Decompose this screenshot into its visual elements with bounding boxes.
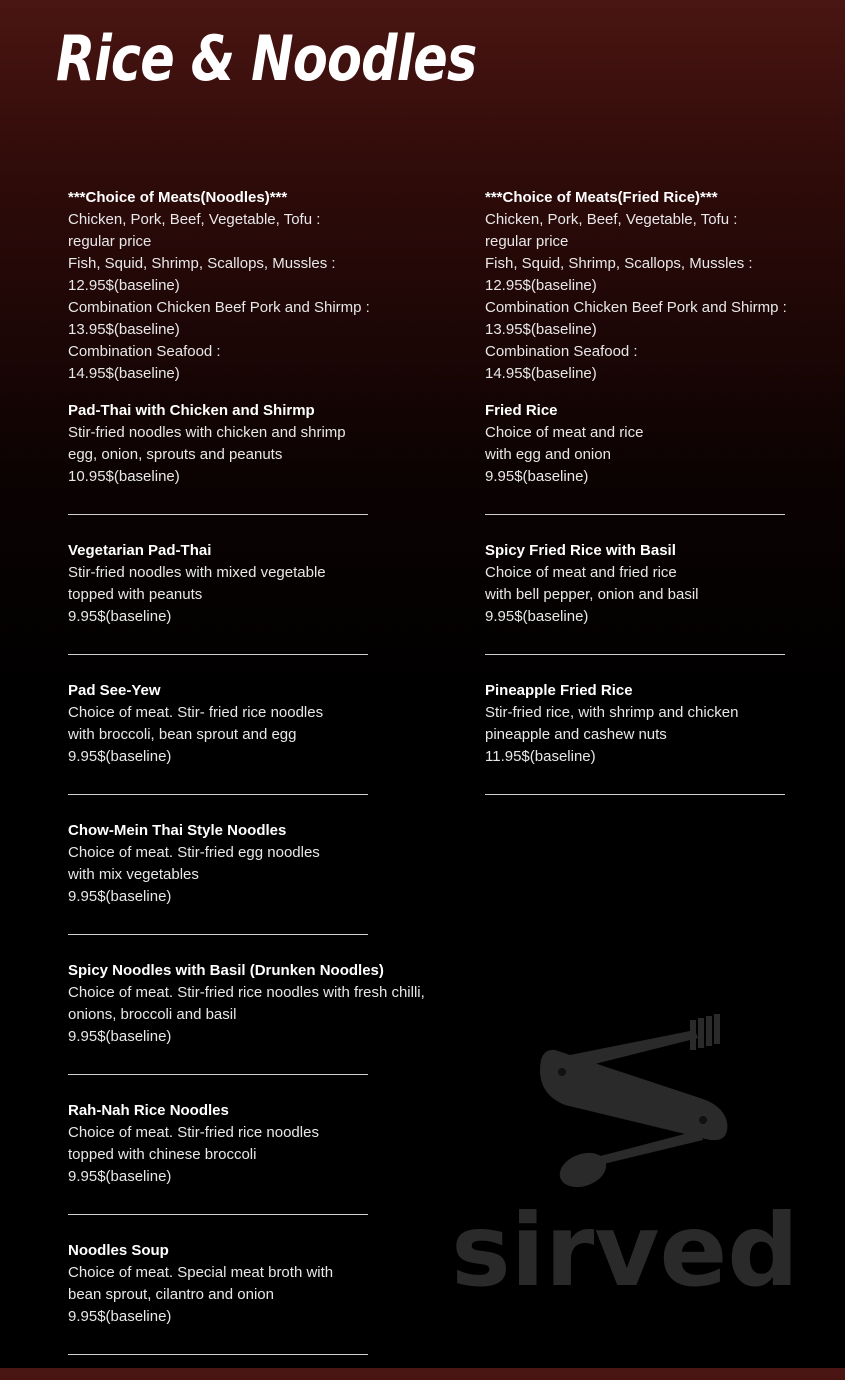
item-description: with bell pepper, onion and basil bbox=[485, 586, 699, 603]
divider bbox=[485, 794, 785, 795]
meat-choice-line: regular price bbox=[485, 233, 569, 250]
menu-item bbox=[485, 680, 845, 820]
item-description: Choice of meat. Stir-fried rice noodles with fresh chilli, bbox=[68, 984, 425, 1001]
item-description: with mix vegetables bbox=[68, 866, 199, 883]
meat-choice-line: 13.95$(baseline) bbox=[68, 321, 180, 338]
divider bbox=[485, 654, 785, 655]
item-price: 9.95$(baseline) bbox=[68, 608, 172, 625]
item-description: egg, onion, sprouts and peanuts bbox=[68, 446, 283, 463]
meat-choice-line: 12.95$(baseline) bbox=[485, 277, 597, 294]
item-description: with egg and onion bbox=[485, 446, 611, 463]
item-name: Spicy Noodles with Basil (Drunken Noodles) bbox=[68, 962, 384, 979]
meat-choice-line: Combination Seafood : bbox=[68, 343, 221, 360]
menu-item bbox=[68, 1100, 448, 1240]
item-name: Fried Rice bbox=[485, 402, 558, 419]
meat-choice-line: regular price bbox=[68, 233, 152, 250]
item-price: 10.95$(baseline) bbox=[68, 468, 180, 485]
item-description: Choice of meat. Stir-fried egg noodles bbox=[68, 844, 320, 861]
sirved-watermark bbox=[455, 1010, 795, 1300]
item-price: 9.95$(baseline) bbox=[485, 468, 589, 485]
menu-item bbox=[68, 820, 448, 960]
meat-choice-line: Chicken, Pork, Beef, Vegetable, Tofu : bbox=[485, 211, 738, 228]
item-description: Choice of meat. Stir- fried rice noodles bbox=[68, 704, 324, 721]
item-price: 11.95$(baseline) bbox=[485, 748, 596, 765]
divider bbox=[68, 934, 368, 935]
menu-item bbox=[68, 540, 448, 680]
menu-item bbox=[68, 960, 448, 1100]
meat-choices-fried-rice bbox=[485, 187, 845, 385]
divider bbox=[485, 514, 785, 515]
divider bbox=[68, 1354, 368, 1355]
menu-item bbox=[68, 680, 448, 820]
item-price: 9.95$(baseline) bbox=[68, 1168, 172, 1185]
meat-choice-line: Fish, Squid, Shrimp, Scallops, Mussles : bbox=[485, 255, 753, 272]
item-description: Choice of meat. Stir-fried rice noodles bbox=[68, 1124, 319, 1141]
item-description: Choice of meat and rice bbox=[485, 424, 644, 441]
item-price: 9.95$(baseline) bbox=[68, 888, 172, 905]
page-title: Rice & Noodles bbox=[56, 22, 477, 95]
noodles-column bbox=[68, 187, 448, 1380]
divider bbox=[68, 654, 368, 655]
divider bbox=[68, 514, 368, 515]
item-description: Stir-fried rice, with shrimp and chicken bbox=[485, 704, 739, 721]
item-name: Vegetarian Pad-Thai bbox=[68, 542, 212, 559]
item-description: Stir-fried noodles with chicken and shrimp bbox=[68, 424, 346, 441]
divider bbox=[68, 1074, 368, 1075]
item-price: 9.95$(baseline) bbox=[68, 1028, 172, 1045]
utensil-knife-icon bbox=[455, 1010, 795, 1300]
meat-choices-heading: ***Choice of Meats(Fried Rice)*** bbox=[485, 189, 718, 206]
meat-choice-line: 14.95$(baseline) bbox=[485, 365, 597, 382]
item-description: Stir-fried noodles with mixed vegetable bbox=[68, 564, 326, 581]
meat-choice-line: Chicken, Pork, Beef, Vegetable, Tofu : bbox=[68, 211, 321, 228]
item-description: Choice of meat and fried rice bbox=[485, 564, 677, 581]
item-description: pineapple and cashew nuts bbox=[485, 726, 667, 743]
meat-choice-line: Combination Chicken Beef Pork and Shirmp : bbox=[68, 299, 370, 316]
item-name: Spicy Fried Rice with Basil bbox=[485, 542, 676, 559]
menu-item bbox=[68, 1240, 448, 1380]
menu-item bbox=[485, 400, 845, 540]
divider bbox=[68, 794, 368, 795]
meat-choice-line: Fish, Squid, Shrimp, Scallops, Mussles : bbox=[68, 255, 336, 272]
item-description: with broccoli, bean sprout and egg bbox=[68, 726, 297, 743]
divider bbox=[68, 1214, 368, 1215]
item-description: Choice of meat. Special meat broth with bbox=[68, 1264, 334, 1281]
item-price: 9.95$(baseline) bbox=[68, 748, 172, 765]
watermark-text: sirved bbox=[455, 1192, 795, 1300]
meat-choice-line: Combination Seafood : bbox=[485, 343, 638, 360]
meat-choices-heading: ***Choice of Meats(Noodles)*** bbox=[68, 189, 288, 206]
item-description: topped with chinese broccoli bbox=[68, 1146, 257, 1163]
item-description: topped with peanuts bbox=[68, 586, 203, 603]
item-name: Pad See-Yew bbox=[68, 682, 161, 699]
meat-choice-line: Combination Chicken Beef Pork and Shirmp : bbox=[485, 299, 787, 316]
item-name: Pad-Thai with Chicken and Shirmp bbox=[68, 402, 315, 419]
item-description: bean sprout, cilantro and onion bbox=[68, 1286, 274, 1303]
menu-item bbox=[485, 540, 845, 680]
item-price: 9.95$(baseline) bbox=[485, 608, 589, 625]
item-name: Chow-Mein Thai Style Noodles bbox=[68, 822, 287, 839]
meat-choices-noodles bbox=[68, 187, 448, 385]
item-name: Rah-Nah Rice Noodles bbox=[68, 1102, 229, 1119]
item-name: Noodles Soup bbox=[68, 1242, 169, 1259]
fried-rice-column bbox=[485, 187, 845, 820]
item-price: 9.95$(baseline) bbox=[68, 1308, 172, 1325]
meat-choice-line: 13.95$(baseline) bbox=[485, 321, 597, 338]
menu-item bbox=[68, 400, 448, 540]
item-description: onions, broccoli and basil bbox=[68, 1006, 237, 1023]
meat-choice-line: 12.95$(baseline) bbox=[68, 277, 180, 294]
meat-choice-line: 14.95$(baseline) bbox=[68, 365, 180, 382]
item-name: Pineapple Fried Rice bbox=[485, 682, 633, 699]
